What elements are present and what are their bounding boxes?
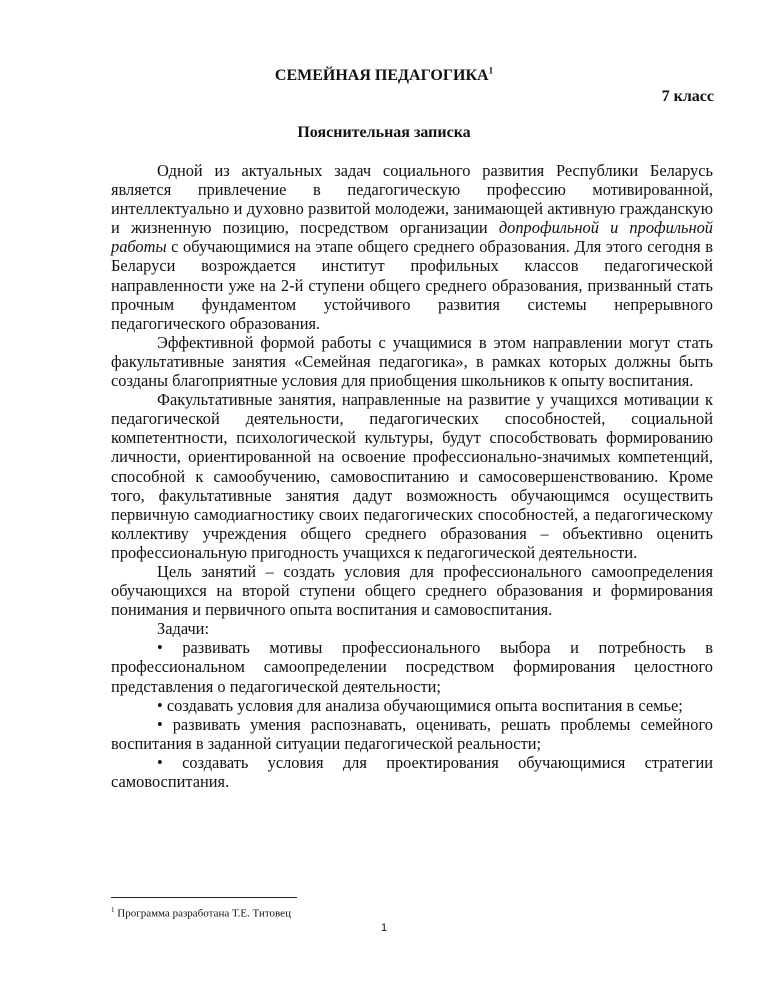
task-item (111, 753, 713, 791)
page-title (0, 67, 768, 85)
paragraph-intro-text-b: с обучающимися на этапе общего среднего образования. Для этого сегодня в Беларуси возрождается институт профильных классов педагогической направленности уже на 2-й ступени общего среднего образования, призванный стать прочным фундаментом устойчивого развития системы непрерывного педагогического образования. (111, 237, 713, 333)
paragraph-intro (111, 161, 713, 333)
paragraph-intro-text-a: Одной из актуальных задач социального развития Республики Беларусь является привлечение в педагогическую профессию мотивированной, интеллектуально и духовно развитой молодежи, занимающей активную гражданскую и жизненную позицию, посредством организации (111, 161, 713, 238)
grade-label: 7 класс (661, 88, 714, 105)
bullet-icon: • (157, 638, 163, 658)
bullet-icon: • (157, 695, 163, 715)
task-item (111, 638, 713, 695)
footnote (111, 906, 291, 920)
paragraph-elective: Эффективной формой работы с учащимися в этом направлении могут стать факультативные занятия «Семейная педагогика», в рамках которых должны быть созданы благоприятные условия для приобщения школьников к опыту воспитания. (111, 332, 713, 391)
title-footnote-mark: 1 (488, 65, 494, 76)
task-text: развивать умения распознавать, оценивать, решать проблемы семейного воспитания в заданной ситуации педагогической реальности; (111, 714, 713, 753)
bullet-icon: • (157, 752, 163, 772)
tasks-label: Задачи: (157, 619, 210, 639)
task-text: создавать условия для проектирования обучающимися стратегии самовоспитания. (111, 752, 713, 791)
task-text: развивать мотивы профессионального выбора и потребность в профессиональном самоопределении посредством формирования целостного представления о педагогической деятельности; (111, 638, 714, 696)
title-text: СЕМЕЙНАЯ ПЕДАГОГИКА (274, 67, 489, 84)
page-number: 1 (380, 922, 388, 934)
section-heading: Пояснительная записка (297, 124, 471, 141)
paragraph-motivation: Факультативные занятия, направленные на развитие у учащихся мотивации к педагогической деятельности, педагогических способностей, социальной компетентности, психологической культуры, будут способствовать формированию личности, ориентированной на освоение профессионально-значимых компетенций, способной к самообучению, самовоспитанию и самосовершенствованию. Кроме того, факультативные занятия дадут возможность обучающимся осуществить первичную самодиагностику своих педагогических способностей, а педагогическому коллективу учреждения общего среднего образования – объективно оценить профессиональную пригодность учащихся к педагогической деятельности. (111, 390, 713, 562)
task-text: создавать условия для анализа обучающимися опыта воспитания в семье; (166, 695, 683, 715)
footnote-divider (111, 897, 297, 898)
paragraph-intro-emphasis: допрофильной и профильной работы (111, 218, 713, 257)
paragraph-goal: Цель занятий – создать условия для профессионального самоопределения обучающихся на второй ступени общего среднего образования и формирования понимания и первичного опыта воспитания и самовоспитания. (111, 561, 713, 620)
document-body (111, 161, 713, 791)
task-item (111, 696, 713, 715)
task-item (111, 715, 713, 753)
footnote-mark: 1 (111, 906, 115, 914)
footnote-text: Программа разработана Т.Е. Титовец (117, 907, 291, 920)
bullet-icon: • (157, 714, 163, 734)
